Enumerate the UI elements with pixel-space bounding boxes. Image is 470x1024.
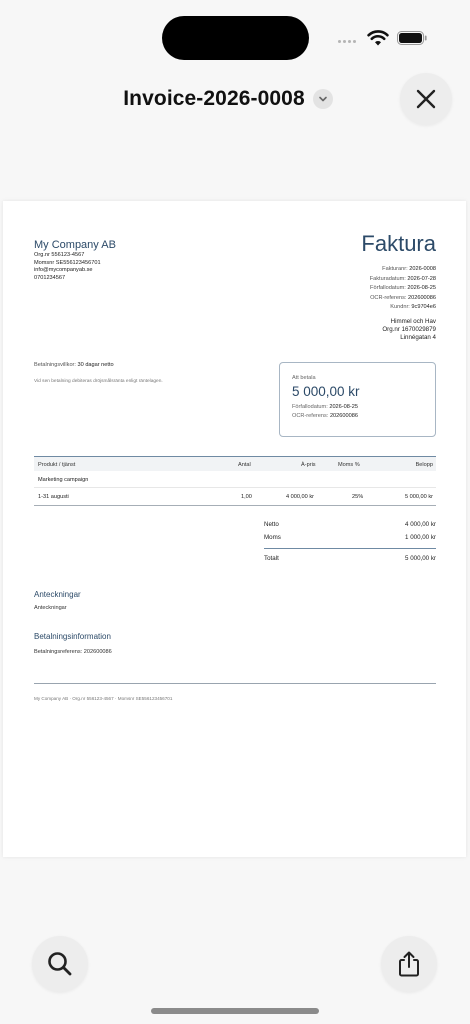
meta-row: Fakturadatum: 2026-07-28 bbox=[369, 275, 436, 282]
customer-org: Org.nr 1670029879 bbox=[382, 326, 436, 333]
meta-row: Kundnr: 9c9704e6 bbox=[390, 304, 436, 311]
table-group-row: Marketing campaign bbox=[34, 471, 436, 488]
payment-info-heading: Betalningsinformation bbox=[34, 632, 111, 641]
company-name: My Company AB bbox=[34, 239, 116, 251]
meta-row: OCR-referens: 202600086 bbox=[370, 294, 436, 301]
search-icon bbox=[46, 950, 74, 978]
invoice-heading: Faktura bbox=[361, 231, 436, 256]
notes-heading: Anteckningar bbox=[34, 590, 81, 599]
cellular-signal-icon bbox=[338, 40, 356, 43]
customer-name: Himmel och Hav bbox=[390, 318, 436, 325]
meta-row: Förfallodatum: 2026-08-25 bbox=[370, 285, 436, 292]
invoice-meta bbox=[370, 265, 436, 313]
totals-total: Totalt 5 000,00 kr bbox=[264, 555, 436, 562]
customer-block bbox=[382, 318, 436, 342]
amount-due-label: Att betala bbox=[292, 375, 316, 381]
dynamic-island bbox=[162, 16, 309, 60]
col-qty: Antal bbox=[238, 462, 251, 468]
close-button[interactable] bbox=[400, 73, 452, 125]
home-indicator[interactable] bbox=[151, 1008, 319, 1014]
share-icon bbox=[395, 949, 423, 979]
col-amount: Belopp bbox=[415, 462, 433, 468]
customer-address: Linnégatan 4 bbox=[400, 334, 436, 341]
invoice-page bbox=[3, 201, 466, 857]
col-product: Produkt / tjänst bbox=[38, 462, 76, 468]
notes-text: Anteckningar bbox=[34, 605, 67, 611]
close-icon bbox=[415, 88, 437, 110]
wifi-icon bbox=[367, 29, 389, 47]
document-title: Invoice-2026-0008 bbox=[123, 87, 305, 110]
share-button[interactable] bbox=[381, 936, 437, 992]
company-details bbox=[34, 252, 101, 282]
line-items-table bbox=[34, 456, 436, 506]
payment-reference: Betalningsreferens: 202600086 bbox=[34, 649, 112, 655]
table-header bbox=[34, 457, 436, 471]
amount-due-value: 5 000,00 kr bbox=[292, 384, 360, 399]
company-phone: 0701234567 bbox=[34, 274, 66, 281]
search-button[interactable] bbox=[32, 936, 88, 992]
totals-net: Netto 4 000,00 kr bbox=[264, 521, 436, 528]
amount-due-box bbox=[279, 362, 436, 437]
footer-divider bbox=[34, 683, 436, 684]
chevron-down-icon[interactable] bbox=[313, 89, 333, 109]
battery-icon bbox=[397, 31, 427, 45]
meta-row: Fakturanr: 2026-0008 bbox=[382, 266, 436, 272]
company-vat: Momsnr SE556123456701 bbox=[34, 259, 101, 266]
payment-terms: Betalningsvillkor: 30 dagar netto bbox=[34, 362, 114, 368]
col-vat: Moms % bbox=[338, 462, 360, 468]
col-price: À-pris bbox=[301, 462, 316, 468]
company-email: info@mycompanyab.se bbox=[34, 267, 93, 274]
totals-vat: Moms 1 000,00 kr bbox=[264, 533, 436, 541]
interest-note: Vid sen betalning debiteras dröjsmålsränta enligt räntelagen. bbox=[34, 379, 163, 384]
totals-block bbox=[264, 521, 436, 568]
amount-due-meta: Förfallodatum: 2026-08-25 OCR-referens: 202600086 bbox=[292, 404, 358, 420]
footer-text: My Company AB · Org.nr 556123-4567 · Momsnr SE556123456701 bbox=[34, 696, 173, 701]
company-org: Org.nr 556123-4567 bbox=[34, 252, 85, 258]
table-row: 1-31 augusti 1,00 4 000,00 kr 25% 5 000,00 kr bbox=[38, 494, 433, 500]
